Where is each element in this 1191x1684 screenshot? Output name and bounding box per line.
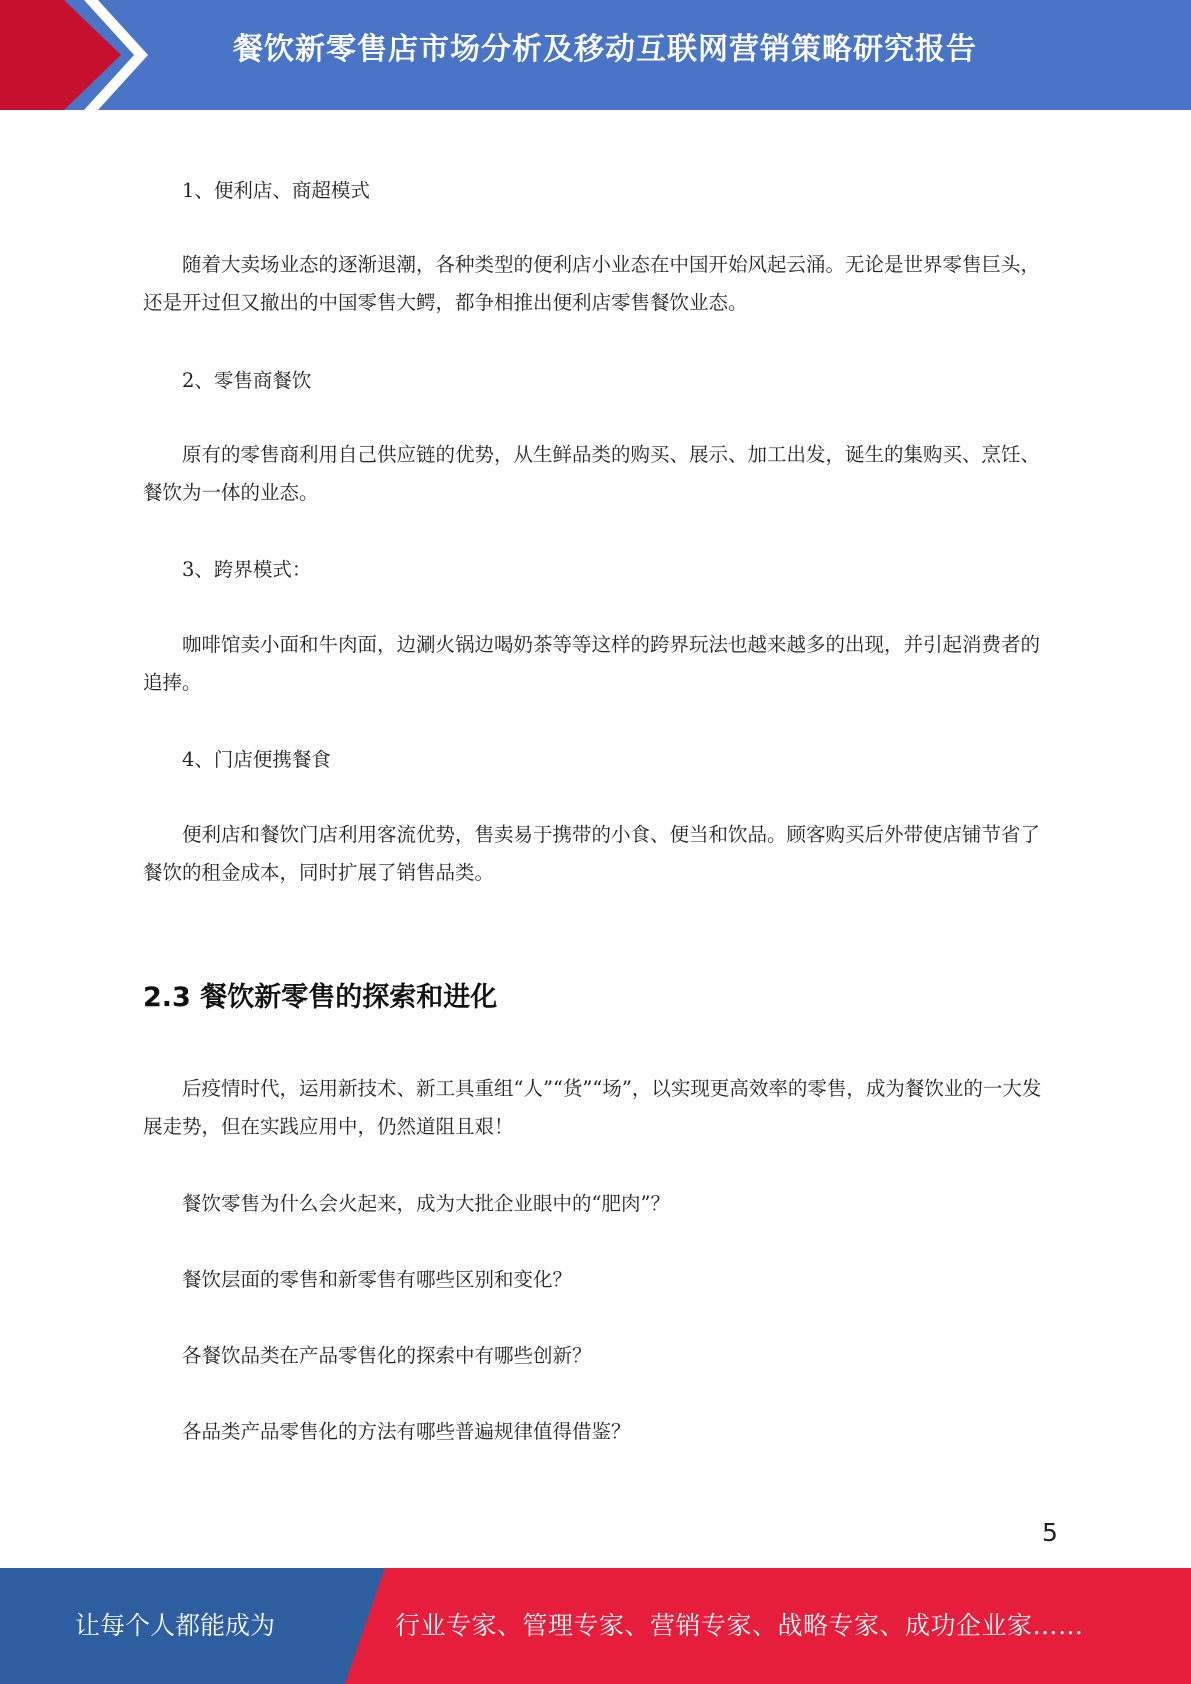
subsection-heading-convenience-store: 1、便利店、商超模式 [182, 179, 370, 202]
paragraph-crossover: 咖啡馆卖小面和牛肉面，边涮火锅边喝奶茶等等这样的跨界玩法也越来越多的出现，并引起消费者的追捧。 [143, 633, 1041, 694]
paragraph-portable-meals: 便利店和餐饮门店利用客流优势，售卖易于携带的小食、便当和饮品。顾客购买后外带使店铺节省了餐饮的租金成本，同时扩展了销售品类。 [143, 823, 1041, 884]
question-differences: 餐饮层面的零售和新零售有哪些区别和变化？ [182, 1268, 573, 1291]
question-general-rules: 各品类产品零售化的方法有哪些普遍规律值得借鉴？ [182, 1420, 631, 1443]
paragraph-retailer-dining: 原有的零售商利用自己供应链的优势，从生鲜品类的购买、展示、加工出发，诞生的集购买、烹饪、餐饮为一体的业态。 [143, 443, 1041, 504]
paragraph-post-pandemic: 后疫情时代，运用新技术、新工具重组“人”“货”“场”，以实现更高效率的零售，成为餐饮业的一大发展走势，但在实践应用中，仍然道阻且艰！ [143, 1077, 1042, 1138]
page-header [0, 0, 1191, 110]
page-footer [0, 1568, 1191, 1684]
question-why-popular: 餐饮零售为什么会火起来，成为大批企业眼中的“肥肉”？ [182, 1192, 670, 1215]
footer-slogan-left: 让每个人都能成为 [74, 1611, 275, 1640]
header-title: 餐饮新零售店市场分析及移动互联网营销策略研究报告 [233, 32, 977, 67]
footer-slogan-right: 行业专家、管理专家、营销专家、战略专家、成功企业家…… [395, 1611, 1084, 1640]
subsection-heading-crossover: 3、跨界模式： [182, 558, 312, 581]
question-innovations: 各餐饮品类在产品零售化的探索中有哪些创新？ [182, 1344, 592, 1367]
subsection-heading-retailer-dining: 2、零售商餐饮 [182, 369, 312, 392]
section-heading: 2.3 餐饮新零售的探索和进化 [143, 982, 498, 1013]
paragraph-convenience-store: 随着大卖场业态的逐渐退潮，各种类型的便利店小业态在中国开始风起云涌。无论是世界零售巨头，还是开过但又撤出的中国零售大鳄，都争相推出便利店零售餐饮业态。 [143, 253, 1041, 314]
page-number: 5 [1042, 1518, 1058, 1547]
subsection-heading-portable-meals: 4、门店便携餐食 [182, 748, 331, 771]
